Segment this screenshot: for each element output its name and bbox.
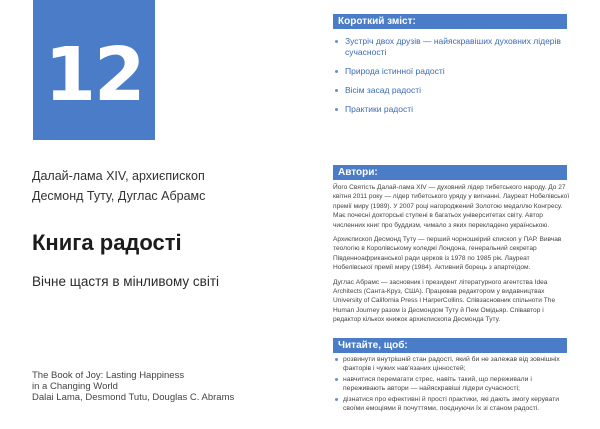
summary-item: Практики радості (333, 104, 568, 115)
authors-line-2: Десмонд Туту, Дуглас Абрамс (32, 189, 206, 203)
summary-item: Вісім засад радості (333, 85, 568, 96)
original-title-line-2: in a Changing World (32, 381, 118, 392)
authors-line-1: Далай-лама XIV, архиєпископ (32, 169, 205, 183)
read-item: навчитися перемагати стрес, навіть такий, що переживали і переживають автори — найяскравіші лідери сучасності; (333, 375, 568, 393)
book-title: Книга радості (32, 230, 182, 255)
chapter-number-block (33, 0, 155, 140)
bio-desmond-tutu: Архиєпископ Десмонд Туту — перший чорношкірий єпископ у ПАР. Вивчав теологію в Королівському коледжі Лондона, генеральний секретар Південноафриканської ради церков із 1978 по 1985 рік. Лауреат Нобелівської премії миру (1984). Активний борець з апартеїдом. (333, 236, 562, 272)
original-title-line-1: The Book of Joy: Lasting Happiness (32, 370, 185, 381)
original-authors: Dalai Lama, Desmond Tutu, Douglas C. Abrams (32, 392, 235, 403)
read-item: дізнатися про ефективні й прості практики, які дають змогу керувати своїми емоціями й почуттями, поєднуючи їх зі станом радості. (333, 395, 568, 413)
summary-heading: Короткий зміст: (333, 14, 567, 29)
authors-heading: Автори: (333, 165, 567, 180)
read-item: розвинути внутрішній стан радості, який би не залежав від зовнішніх факторів і чужих нав'язаних цінностей; (333, 355, 568, 373)
summary-item: Зустріч двох друзів — найяскравіших духовних лідерів сучасності (333, 36, 568, 58)
book-subtitle: Вічне щастя в мінливому світі (32, 274, 220, 289)
summary-item: Природа істинної радості (333, 66, 568, 77)
bio-dalai-lama: Його Святість Далай-лама XIV — духовний лідер тибетського народу. До 27 квітня 2011 року — лідер тибетського уряду у вигнанні. Лауреат Нобелівської премії миру (1989). У 2007 році нагороджений Золотою медаллю Конгресу. Має почесні докторські ступені в багатьох університетах світу. Автор численних книг про буддизм, чимало з яких перекладено українською. (333, 184, 570, 229)
bio-douglas-abrams: Дуглас Абрамс — засновник і президент літературного агентства Idea Architects (Санта-Круз, США). Працював редактором у видавництвах University of California Press і HarperCollins. Співзасновник спільноти The Human Journey разом із Десмондом Туту й Пем Омідьяр. Співавтор і редактор кількох книжок архиєпископа Десмонда Туту. (333, 278, 556, 324)
authors-bio (333, 183, 570, 330)
original-title (32, 370, 302, 403)
read-list (333, 355, 568, 415)
read-heading: Читайте, щоб: (333, 338, 567, 353)
summary-list (333, 36, 568, 123)
chapter-number: 12 (44, 32, 144, 118)
book-authors (32, 166, 302, 206)
